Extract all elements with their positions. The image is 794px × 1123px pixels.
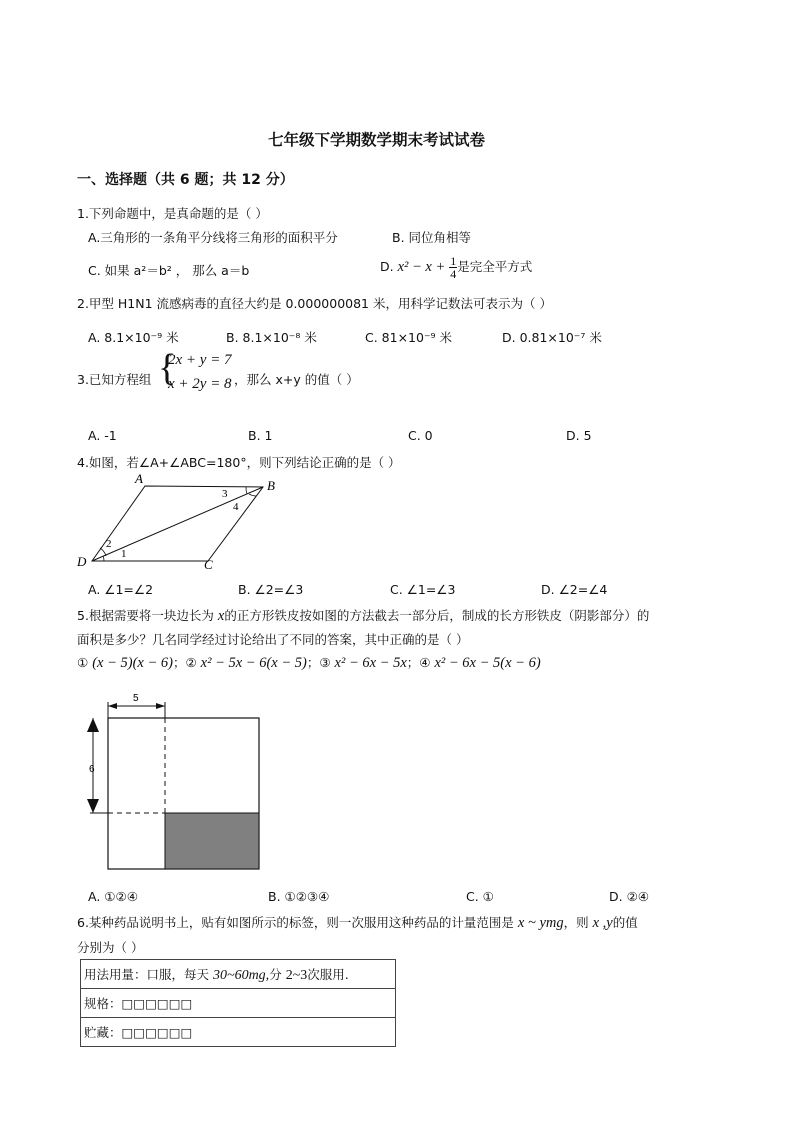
height-label: 6: [89, 764, 95, 775]
parallelogram-figure: [70, 470, 290, 575]
question-5-option-c[interactable]: C. ①: [466, 889, 494, 904]
brace-icon: {: [158, 347, 177, 389]
frequency-range: 2~3: [285, 967, 308, 983]
stem-text: 5.根据需要将一块边长为: [77, 608, 214, 623]
question-6-stem-line1: [77, 913, 638, 932]
equation-1: 2x + y = 7: [168, 352, 232, 368]
separator: ；②: [172, 655, 197, 670]
separator: ；④: [406, 655, 431, 670]
storage-cell: 贮藏：□□□□□□: [81, 1018, 396, 1047]
question-3-option-a[interactable]: A. -1: [88, 428, 117, 443]
math-variable: x: [217, 608, 225, 624]
math-expression: x ~ ymg: [517, 915, 564, 931]
question-2-stem: 2.甲型 H1N1 流感病毒的直径大约是 0.000000081 米，用科学记数法可表示为（ ）: [77, 296, 552, 311]
question-4-option-b[interactable]: B. ∠2=∠3: [238, 582, 304, 597]
dosage-text: 分: [269, 966, 282, 982]
angle-label-3: 3: [222, 488, 228, 500]
separator: ；③: [306, 655, 331, 670]
question-2-option-b[interactable]: B. 8.1×10⁻⁸ 米: [226, 330, 317, 345]
question-5-option-d[interactable]: D. ②④: [609, 889, 649, 904]
denominator: 4: [450, 267, 457, 281]
stem-text: 6.某种药品说明书上，贴有如图所示的标签，则一次服用这种药品的计量范围是: [77, 915, 514, 930]
question-1-option-d[interactable]: [380, 255, 532, 280]
question-6-stem-line2: 分别为（ ）: [77, 940, 144, 955]
table-row: [81, 1018, 396, 1047]
question-5-choices-line: [77, 653, 541, 672]
math-variables: x ,y: [592, 915, 613, 931]
table-row: [81, 989, 396, 1018]
stem-text: ，则: [563, 915, 589, 930]
square-figure: [80, 690, 270, 875]
question-2-option-c[interactable]: C. 81×10⁻⁹ 米: [365, 330, 453, 345]
question-4-option-d[interactable]: D. ∠2=∠4: [541, 582, 608, 597]
page-title: 七年级下学期数学期末考试试卷: [268, 131, 486, 149]
spec-cell: 规格：□□□□□□: [81, 989, 396, 1018]
shaded-rectangle: [165, 813, 259, 869]
numerator: 1: [450, 254, 457, 268]
equation-2: x + 2y = 8: [168, 376, 232, 392]
math-expression: x² − x +: [397, 259, 446, 275]
question-3-option-b[interactable]: B. 1: [248, 428, 273, 443]
stem-text: 的值: [612, 915, 638, 930]
question-3-option-c[interactable]: C. 0: [408, 428, 433, 443]
angle-label-4: 4: [233, 501, 239, 513]
medicine-label-table: [80, 959, 396, 1047]
vertex-label-d: D: [77, 554, 87, 569]
vertex-label-a: A: [135, 471, 143, 486]
table-row: [81, 960, 396, 989]
question-1-stem: 1.下列命题中，是真命题的是（ ）: [77, 206, 268, 221]
question-5-option-b[interactable]: B. ①②③④: [268, 889, 330, 904]
question-5-option-a[interactable]: A. ①②④: [88, 889, 138, 904]
question-4-stem: 4.如图，若∠A+∠ABC=180°，则下列结论正确的是（ ）: [77, 455, 401, 470]
angle-label-1: 1: [121, 548, 127, 560]
section-heading: 一、选择题（共 6 题；共 12 分）: [77, 172, 294, 188]
dosage-text: 次服用.: [307, 966, 349, 982]
choice-3-expression: x² − 6x − 5x: [334, 655, 407, 671]
option-text: 是完全平方式: [457, 259, 533, 274]
choice-2-expression: x² − 5x − 6(x − 5): [200, 655, 307, 671]
vertex-label-b: B: [267, 478, 275, 493]
dosage-text: 用法用量：口服，每天: [84, 966, 210, 982]
question-3-option-d[interactable]: D. 5: [566, 428, 592, 443]
question-1-option-a[interactable]: A.三角形的一条角平分线将三角形的面积平分: [88, 230, 338, 245]
choice-marker: ①: [77, 655, 89, 670]
question-5-stem-line2: 面积是多少？几名同学经过讨论给出了不同的答案，其中正确的是（ ）: [77, 632, 469, 647]
question-2-option-d[interactable]: D. 0.81×10⁻⁷ 米: [502, 330, 602, 345]
question-1-option-c[interactable]: C. 如果 a²＝b² ， 那么 a＝b: [88, 263, 250, 278]
angle-label-2: 2: [106, 538, 112, 550]
stem-text: 的正方形铁皮按如图的方法截去一部分后，制成的长方形铁皮（阴影部分）的: [224, 608, 650, 623]
vertex-label-c: C: [204, 557, 213, 572]
question-5-stem-line1: [77, 606, 649, 625]
question-3-stem-prefix: 3.已知方程组: [77, 372, 152, 387]
question-1-option-b[interactable]: B. 同位角相等: [392, 230, 472, 245]
dosage-cell: [81, 960, 396, 989]
choice-4-expression: x² − 6x − 5(x − 6): [434, 655, 541, 671]
question-3-stem-suffix: ，那么 x+y 的值（ ）: [234, 372, 359, 387]
choice-1-expression: (x − 5)(x − 6): [92, 655, 173, 671]
question-2-option-a[interactable]: A. 8.1×10⁻⁹ 米: [88, 330, 179, 345]
option-label: D.: [380, 259, 394, 274]
width-label: 5: [133, 693, 139, 704]
dosage-range: 30~60mg,: [213, 967, 270, 983]
question-4-option-a[interactable]: A. ∠1=∠2: [88, 582, 154, 597]
question-4-option-c[interactable]: C. ∠1=∠3: [390, 582, 456, 597]
